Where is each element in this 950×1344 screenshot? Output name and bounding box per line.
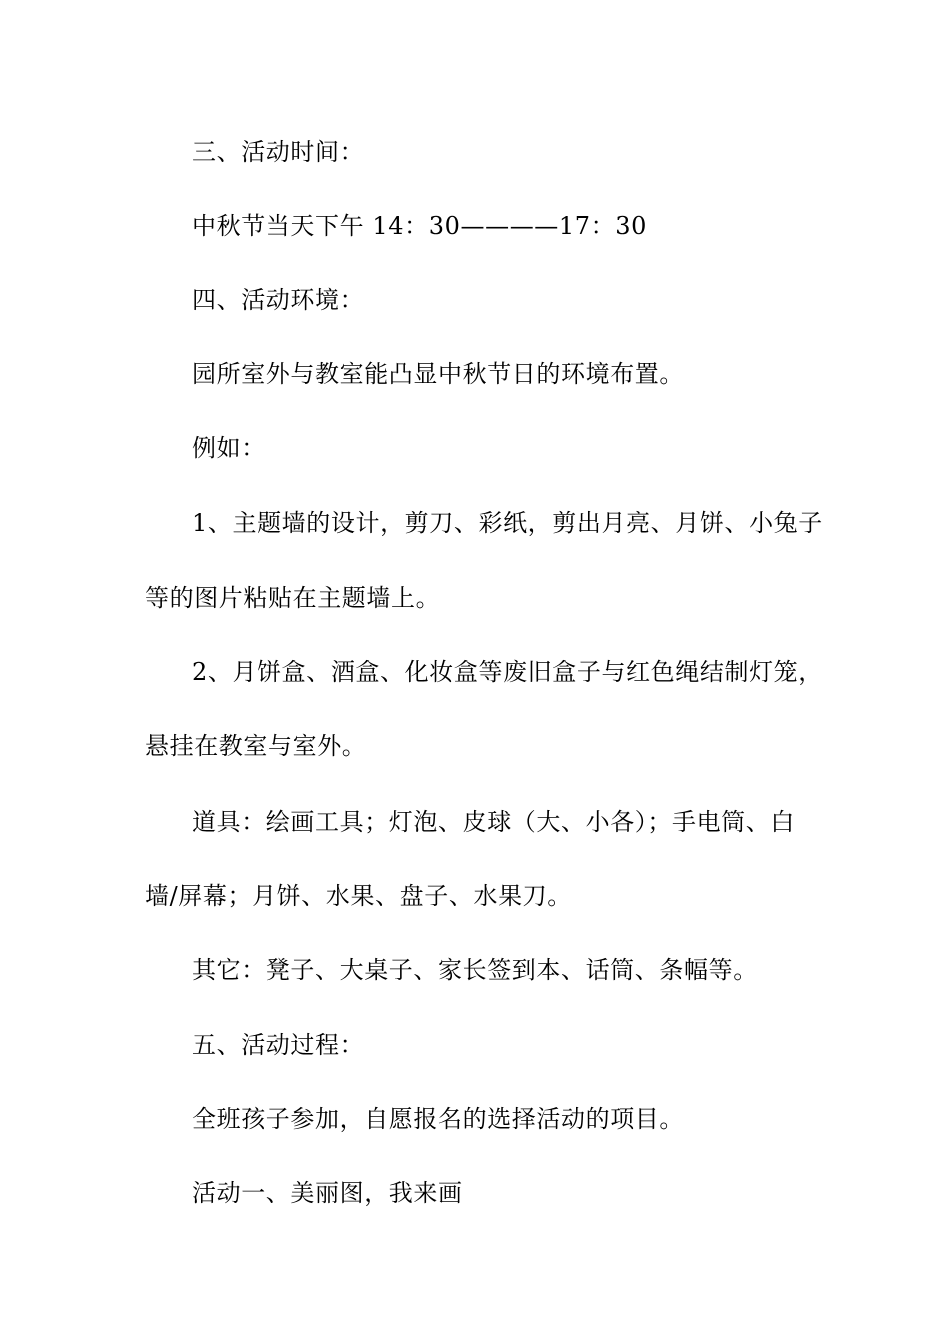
other-items: 其它：凳子、大桌子、家长签到本、话筒、条幅等。 [192,956,758,984]
example-item-2-line-2: 悬挂在教室与室外。 [145,732,367,760]
process-description: 全班孩子参加，自愿报名的选择活动的项目。 [192,1105,684,1133]
section-heading-activity-time: 三、活动时间： [192,138,365,166]
props-line-1: 道具：绘画工具；灯泡、皮球（大、小各）；手电筒、白 [192,808,795,836]
activity-one-title: 活动一、美丽图，我来画 [192,1179,463,1207]
example-item-1-line-2: 等的图片粘贴在主题墙上。 [145,584,441,612]
section-heading-activity-process: 五、活动过程： [192,1031,365,1059]
example-item-2-line-1: 2、月饼盒、酒盒、化妆盒等废旧盒子与红色绳结制灯笼， [192,658,823,686]
activity-time-text: 中秋节当天下午 14：30————17：30 [192,212,647,240]
environment-description: 园所室外与教室能凸显中秋节日的环境布置。 [192,360,684,388]
example-label: 例如： [192,434,266,462]
props-line-2: 墙/屏幕；月饼、水果、盘子、水果刀。 [145,882,572,910]
section-heading-activity-environment: 四、活动环境： [192,286,365,314]
example-item-1-line-1: 1、主题墙的设计，剪刀、彩纸，剪出月亮、月饼、小兔子 [192,509,823,537]
